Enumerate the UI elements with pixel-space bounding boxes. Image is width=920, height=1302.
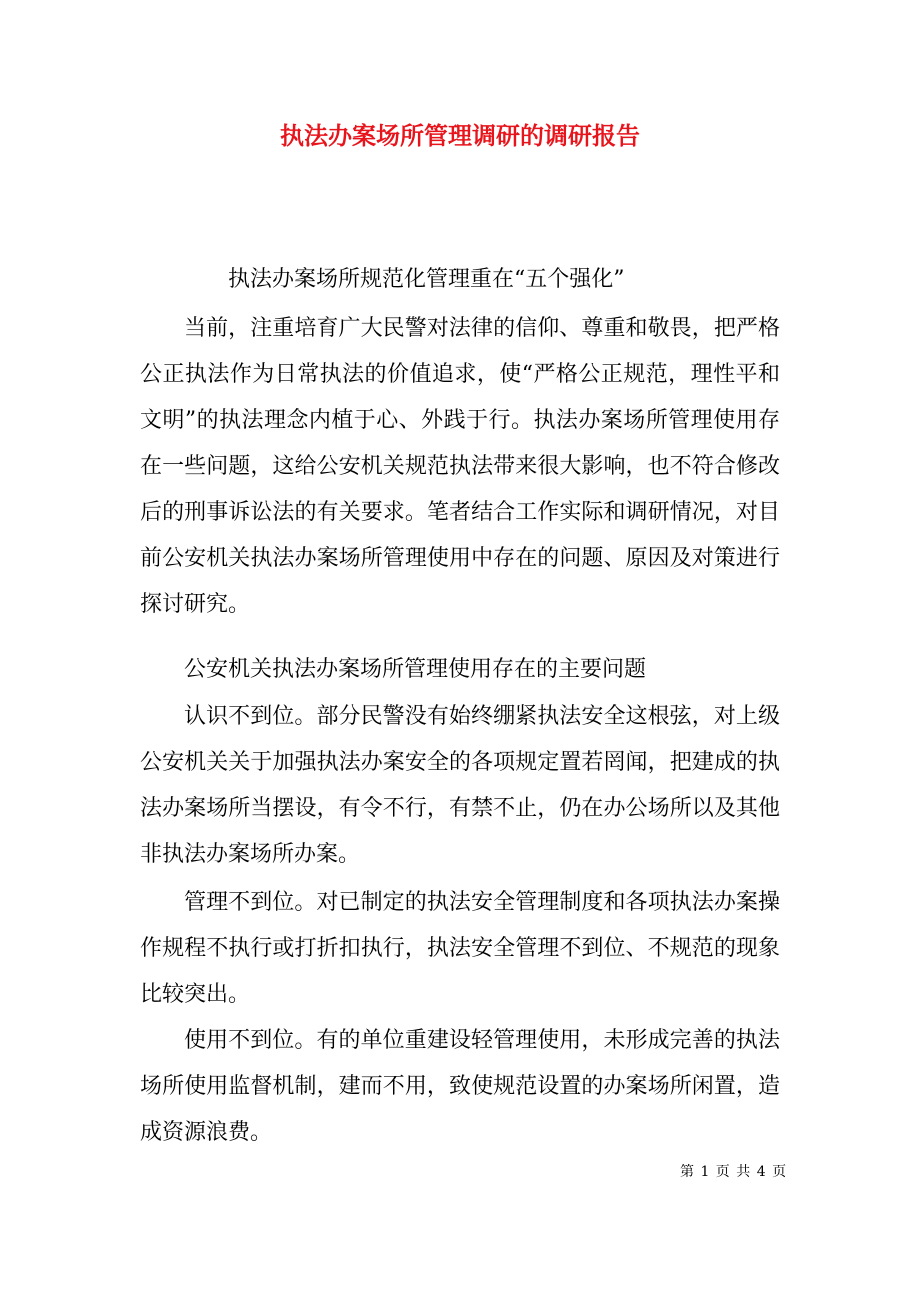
page-number-footer: 第 1 页 共 4 页: [680, 1164, 788, 1180]
section-heading-main-problems: 公安机关执法办案场所管理使用存在的主要问题: [184, 657, 647, 682]
paragraph-usage: 使用不到位。有的单位重建设轻管理使用，未形成完善的执法场所使用监督机制，建而不用，致使规范设置的办案场所闲置，造成资源浪费。: [140, 1028, 780, 1145]
document-title: 执法办案场所管理调研的调研报告: [280, 121, 640, 150]
paragraph-management: 管理不到位。对已制定的执法安全管理制度和各项执法办案操作规程不执行或打折扣执行，执法安全管理不到位、不规范的现象比较突出。: [140, 890, 780, 1007]
paragraph-awareness: 认识不到位。部分民警没有始终绷紧执法安全这根弦，对上级公安机关关于加强执法办案安全的各项规定置若罔闻，把建成的执法办案场所当摆设，有令不行，有禁不止，仍在办公场所以及其他非执法办案场所办案。: [140, 704, 780, 867]
section-subtitle: 执法办案场所规范化管理重在“五个强化”: [228, 267, 625, 292]
paragraph-intro: 当前，注重培育广大民警对法律的信仰、尊重和敬畏，把严格公正执法作为日常执法的价值追求，使“严格公正规范，理性平和文明”的执法理念内植于心、外践于行。执法办案场所管理使用存在一些问题，这给公安机关规范执法带来很大影响，也不符合修改后的刑事诉讼法的有关要求。笔者结合工作实际和调研情况，对目前公安机关执法办案场所管理使用中存在的问题、原因及对策进行探讨研究。: [140, 316, 780, 617]
